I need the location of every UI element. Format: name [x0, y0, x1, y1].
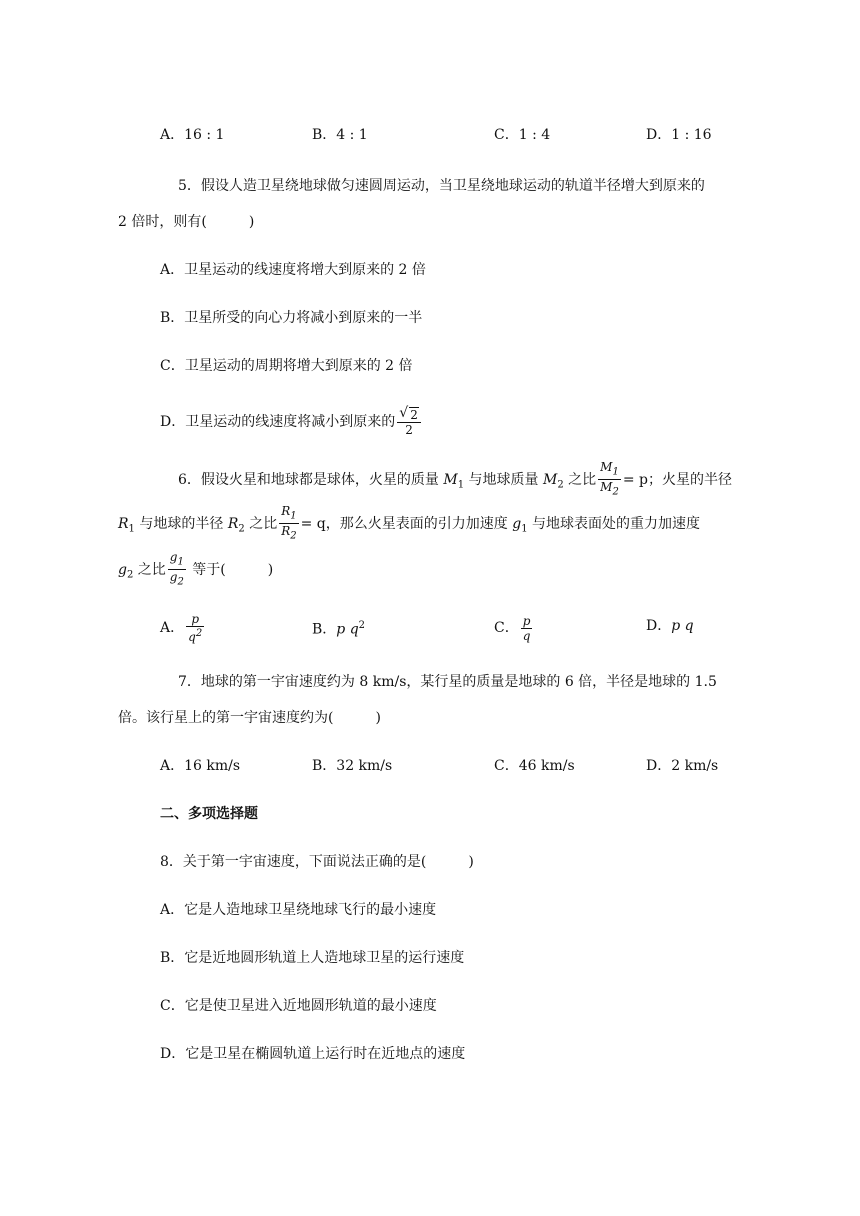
option-label: A． [160, 620, 185, 636]
var-g1-sub: 1 [521, 523, 528, 535]
q5-option-c: C．卫星运动的周期将增大到原来的 2 倍 [160, 358, 413, 374]
var-g2-sub: 2 [126, 569, 134, 581]
q8-option-c: C．它是使卫星进入近地圆形轨道的最小速度 [160, 998, 437, 1014]
var-R2-sub: 2 [238, 523, 245, 535]
num-R: R [281, 504, 291, 518]
q7-option-c: C．46 km/s [494, 758, 575, 774]
num-g-sub: 1 [177, 556, 184, 568]
sqrt2-over-2-fraction: √ 2 2 [397, 408, 421, 437]
q4-option-c: C．1 : 4 [494, 127, 551, 143]
den-g-sub: 2 [177, 576, 184, 588]
sqrt-radicand: 2 [410, 407, 418, 422]
fraction-g1-g2 [168, 550, 186, 590]
option-label: D． [646, 618, 672, 634]
q8-option-a: A．它是人造地球卫星绕地球飞行的最小速度 [160, 902, 437, 918]
section-heading: 二、多项选择题 [160, 806, 258, 822]
q6-text: 与地球的半径 [134, 515, 228, 532]
var-g2: g [118, 561, 127, 578]
option-label: C． [494, 620, 519, 636]
q7-stem-line1: 7．地球的第一宇宙速度约为 8 km/s，某行星的质量是地球的 6 倍，半径是地球的 1.5 [178, 674, 717, 690]
q6-text: 与地球质量 [464, 471, 543, 488]
var-M2-sub: 2 [557, 479, 564, 491]
q5-stem-line1: 5．假设人造卫星绕地球做匀速圆周运动，当卫星绕地球运动的轨道半径增大到原来的 [178, 178, 705, 194]
expr-pq: p q [336, 621, 359, 638]
fraction-p-q: $\frac{p}{q}$ [522, 613, 531, 643]
q6-text: 6．假设火星和地球都是球体，火星的质量 [178, 471, 444, 488]
var-M2: M [542, 471, 558, 488]
num-M: M [600, 460, 613, 474]
q8-option-b: B．它是近地圆形轨道上人造地球卫星的运行速度 [160, 950, 465, 966]
q6-option-d [646, 616, 694, 636]
q7-option-d: D．2 km/s [646, 758, 719, 774]
q5-option-b: B．卫星所受的向心力将减小到原来的一半 [160, 310, 423, 326]
den-M-sub: 2 [612, 486, 619, 498]
q6-option-b [312, 616, 365, 640]
den-g: g [169, 570, 178, 585]
q5-option-d [160, 404, 423, 440]
expr-pq: p q [671, 618, 694, 634]
q8-stem: 8．关于第一宇宙速度，下面说法正确的是( ) [160, 854, 474, 870]
var-g1: g [512, 515, 522, 532]
den-M: M [600, 480, 613, 495]
fraction-denominator: 2 [405, 422, 413, 437]
q6-text: 之比 [244, 515, 278, 532]
var-M1-sub: 1 [457, 479, 465, 491]
var-M1: M [443, 471, 458, 488]
q6-text: 之比 [563, 471, 597, 488]
q6-text: 等于( ) [187, 561, 274, 578]
option-label: B． [312, 621, 337, 638]
q6-option-c [494, 610, 534, 646]
expr-sup: 2 [358, 620, 366, 631]
q4-option-b: B．4 : 1 [312, 127, 368, 143]
q6-stem-line2 [118, 504, 700, 548]
q5-stem-line2: 2 倍时，则有( ) [118, 214, 255, 230]
fraction-p-q2: $\frac{p}{q^2}$ [188, 612, 203, 644]
fraction-M1-M2 [598, 460, 621, 500]
q7-option-a: A．16 km/s [160, 758, 241, 774]
num-M-sub: 1 [612, 466, 619, 478]
q8-option-d: D．它是卫星在椭圆轨道上运行时在近地点的速度 [160, 1046, 466, 1062]
var-R1-sub: 1 [128, 523, 135, 535]
var-R2: R [227, 515, 239, 532]
q6-text: = p；火星的半径 [622, 471, 732, 488]
var-R1: R [118, 515, 129, 532]
q7-option-b: B．32 km/s [312, 758, 393, 774]
q6-text: = q，那么火星表面的引力加速度 [300, 515, 513, 532]
den-R: R [281, 524, 291, 539]
q6-option-a [160, 610, 206, 646]
q5-option-d-text: D．卫星运动的线速度将减小到原来的 [160, 414, 396, 430]
den-R-sub: 2 [290, 530, 297, 542]
num-g: g [169, 550, 178, 564]
q6-text: 之比 [133, 561, 166, 578]
q6-stem-line3 [118, 550, 273, 594]
q5-option-a: A．卫星运动的线速度将增大到原来的 2 倍 [160, 262, 426, 278]
fraction-R1-R2 [279, 504, 298, 544]
q7-stem-line2: 倍。该行星上的第一宇宙速度约为( ) [118, 710, 381, 726]
q4-option-d: D．1 : 16 [646, 127, 712, 143]
q6-text: 与地球表面处的重力加速度 [527, 515, 701, 532]
num-R-sub: 1 [290, 510, 297, 522]
q6-stem-line1 [178, 460, 732, 504]
q4-option-a: A．16 : 1 [160, 127, 225, 143]
